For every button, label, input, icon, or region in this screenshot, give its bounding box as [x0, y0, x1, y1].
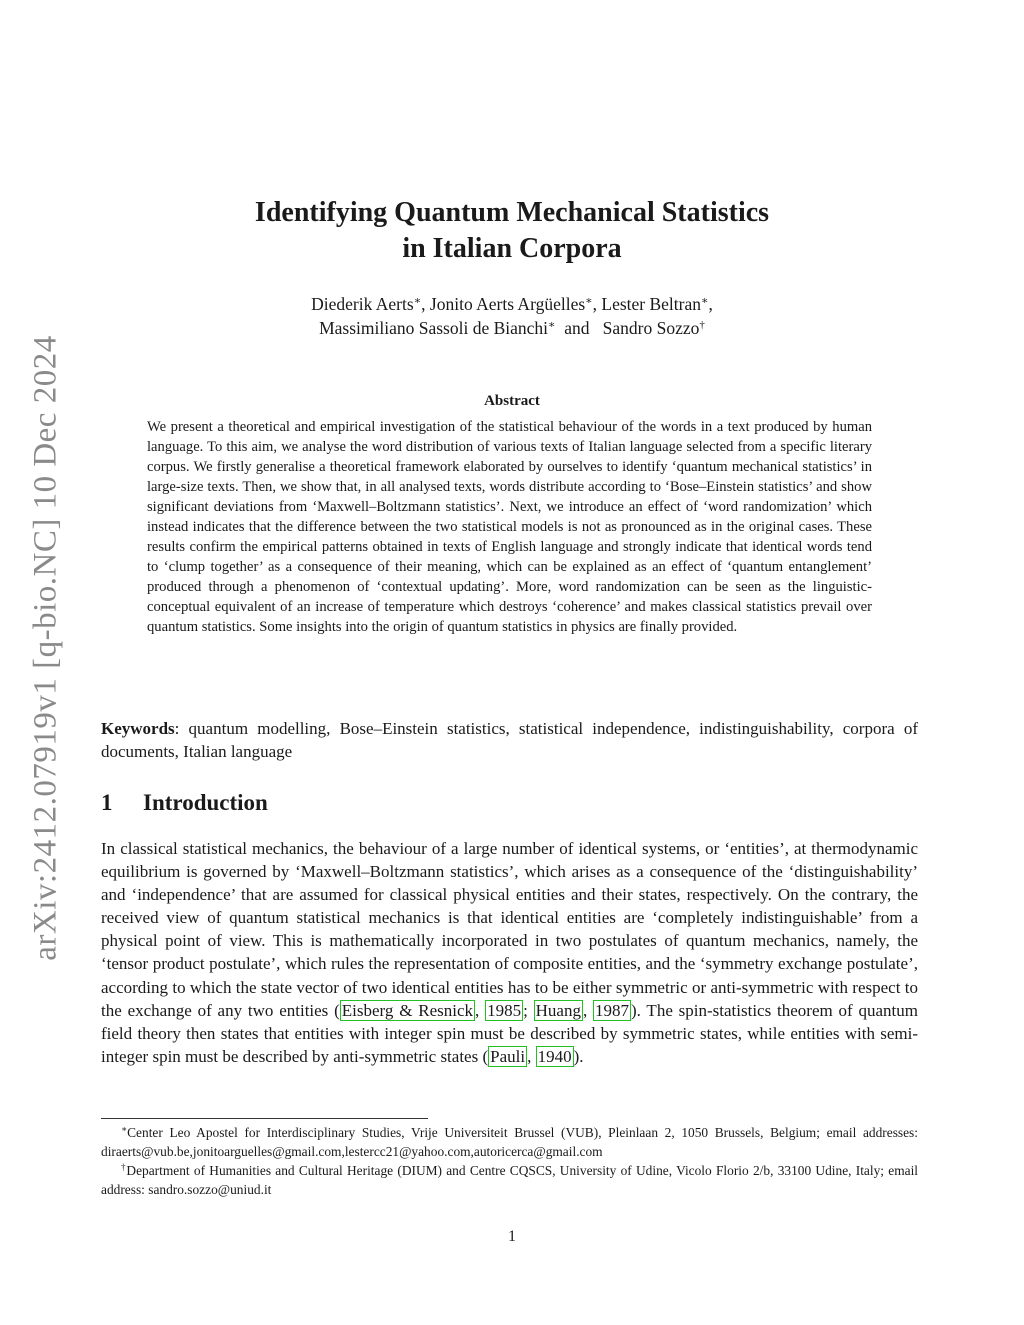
- keywords-label: Keywords: [101, 719, 175, 738]
- authors-line-2: [0, 316, 1024, 340]
- author-1: Diederik Aerts: [311, 294, 414, 314]
- citation-link[interactable]: 1985: [487, 1000, 522, 1020]
- footnote-2: †Department of Humanities and Cultural Heritage (DIUM) and Centre CQSCS, University of Udine, Vicolo Florio 2/b, 33100 Udine, Italy; email address: sandro.sozzo@uniud.it: [101, 1162, 919, 1197]
- section-title: Introduction: [143, 790, 268, 815]
- affiliation-mark-dagger: †: [699, 319, 705, 331]
- citation-link[interactable]: 1987: [595, 1000, 630, 1020]
- affiliation-mark: ∗: [548, 319, 556, 331]
- citation-link[interactable]: Pauli: [490, 1046, 526, 1066]
- author-list: [0, 292, 1024, 340]
- affiliation-mark: ∗: [413, 295, 422, 307]
- page-number: 1: [508, 1228, 516, 1245]
- keywords-paragraph: [101, 717, 918, 763]
- affiliation-mark: ∗: [585, 295, 593, 307]
- section-number: 1: [101, 790, 113, 815]
- citation-link[interactable]: 1940: [537, 1046, 572, 1066]
- author-3: Lester Beltran: [601, 294, 701, 314]
- intro-paragraph: In classical statistical mechanics, the behaviour of a large number of identical systems, or ‘entities’, at thermodynamic equilibrium is governed by ‘Maxwell–Boltzmann statistics’, which arises as a consequence of the ‘distinguishability’ and ‘independence’ that are assumed for classical physical entities and their states, respectively. On the contrary, the received view of quantum statistical mechanics is that identical entities are ‘completely indistinguishable’ from a physical point of view. This is mathematically incorporated in two postulates of quantum mechanics, namely, the ‘tensor product postulate’, which rules the representation of composite entities, and the ‘symmetry exchange postulate’, according to which the state vector of two identical entities has to be either symmetric or anti-symmetric with respect to the exchange of any two entities ( Eisberg & Resnick , 1985 ; Huang , 1987 ). The spin-statistics theorem of quantum field theory then states that entities with integer spin must be described by symmetric states, while entities with semi-integer spin must be described by anti-symmetric states ( Pauli , 1940 ).: [101, 839, 918, 1066]
- title-line-1: Identifying Quantum Mechanical Statistics: [254, 197, 770, 228]
- footnote-1: ∗Center Leo Apostel for Interdisciplinary Studies, Vrije Universiteit Brussel (VUB), Pleinlaan 2, 1050 Brussels, Belgium; email addresses: diraerts@vub.be,jonitoarguelles@gmail.com,lestercc21@yahoo.com,autoricerca@gmail.com: [101, 1124, 918, 1159]
- author-4: Massimiliano Sassoli de Bianchi: [319, 318, 549, 338]
- author-5: Sandro Sozzo: [602, 318, 700, 338]
- keywords-text: : quantum modelling, Bose–Einstein statistics, statistical independence, indistinguishability, corpora of documents, Italian language: [101, 719, 918, 761]
- affiliation-mark: ∗: [701, 295, 709, 307]
- paper-title: [0, 195, 1024, 267]
- title-line-2: in Italian Corpora: [402, 233, 622, 264]
- abstract-text: We present a theoretical and empirical investigation of the statistical behaviour of the words in a text produced by human language. To this aim, we analyse the word distribution of various texts of Italian language selected from a specific literary corpus. We firstly generalise a theoretical framework elaborated by ourselves to identify ‘quantum mechanical statistics’ in large-size texts. Then, we show that, in all analysed texts, words distribute according to ‘Bose–Einstein statistics’ and show significant deviations from ‘Maxwell–Boltzmann statistics’. Next, we introduce an effect of ‘word randomization’ which instead indicates that the difference between the two statistical models is not as pronounced as in the original cases. These results confirm the empirical patterns obtained in texts of English language and strongly indicate that identical words tend to ‘clump together’ as a consequence of their meaning, which can be explained as an effect of ‘quantum entanglement’ produced through a phenomenon of ‘contextual updating’. More, word randomization can be seen as the linguistic-conceptual equivalent of an increase of temperature which destroys ‘coherence’ and makes classical statistics prevail over quantum statistics. Some insights into the origin of quantum statistics in physics are finally provided.: [147, 419, 872, 635]
- arxiv-identifier: arXiv:2412.07919v1 [q-bio.NC] 10 Dec 2024: [27, 335, 64, 961]
- intro-text-2: ). The spin-statistics theorem of quantum field theory then states that entities with integer spin must be described by symmetric states, while entities with semi-integer spin must be described by anti-symmetric states (: [101, 1000, 918, 1066]
- section-heading: [101, 790, 268, 816]
- footnotes: [101, 1123, 918, 1199]
- citation-link[interactable]: Huang: [535, 1000, 581, 1020]
- author-2: Jonito Aerts Argüelles: [429, 294, 586, 314]
- intro-text-1: In classical statistical mechanics, the behaviour of a large number of identical systems, or ‘entities’, at thermodynamic equilibrium is governed by ‘Maxwell–Boltzmann statistics’, which arises as a consequence of the ‘distinguishability’ and ‘independence’ that are assumed for classical physical entities and their states, respectively. On the contrary, the received view of quantum statistical mechanics is that identical entities are ‘completely indistinguishable’ from a physical point of view. This is mathematically incorporated in two postulates of quantum mechanics, namely, the ‘tensor product postulate’, which rules the representation of composite entities, and the ‘symmetry exchange postulate’, according to which the state vector of two identical entities has to be either symmetric or anti-symmetric with respect to the exchange of any two entities (: [101, 839, 918, 1020]
- authors-line-1: Diederik Aerts∗, Jonito Aerts Argüelles∗, Lester Beltran∗,: [311, 294, 713, 314]
- citation-link[interactable]: Eisberg & Resnick: [341, 1000, 474, 1020]
- intro-text-3: ).: [573, 1046, 584, 1066]
- author-conjunction: and: [564, 318, 590, 338]
- abstract-heading: Abstract: [484, 393, 540, 409]
- footnote-divider: [101, 1118, 428, 1119]
